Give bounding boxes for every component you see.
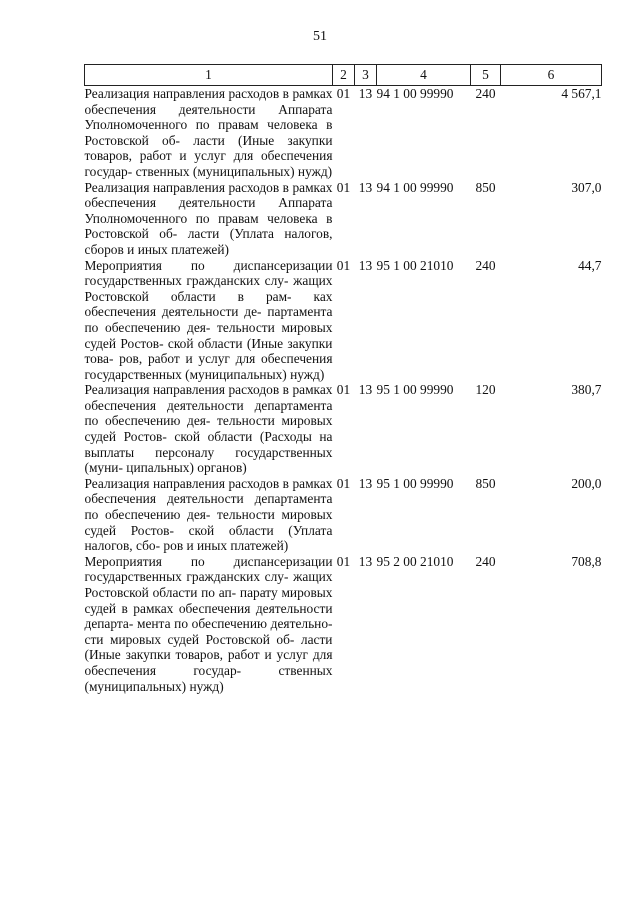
description-line: ской области (Иные закупки това- <box>84 335 333 367</box>
row-subsection-code: 13 <box>358 382 373 398</box>
row-section-code: 01 <box>336 257 351 273</box>
description-line: правам человека в Ростовской об- <box>84 210 333 242</box>
header-col-5: 5 <box>471 65 501 86</box>
row-amount: 4 567,1 <box>561 86 602 101</box>
description-line: Реализация направления расходов в <box>84 179 289 195</box>
description-line: тельности мировых судей Ростов- <box>84 413 333 445</box>
table-row <box>85 258 602 383</box>
table-row <box>85 476 602 554</box>
description-line: государственных (муниципальных) <box>84 366 287 382</box>
description-line: ласти (Иные закупки товаров, работ <box>84 631 333 663</box>
row-target-article-code: 95 1 00 99990 <box>376 475 454 491</box>
description-line: рамках обеспечения деятельности <box>84 382 333 413</box>
page-number: 51 <box>313 29 327 44</box>
table-row <box>85 86 602 180</box>
description-line: и услуг для обеспечения государ- <box>84 647 333 678</box>
row-description <box>85 258 333 383</box>
row-target-article-code: 94 1 00 99990 <box>376 86 454 101</box>
row-target-article-code: 94 1 00 99990 <box>376 179 454 195</box>
row-description <box>85 86 333 180</box>
description-line: Реализация направления расходов в <box>84 382 289 398</box>
table-row <box>85 180 602 258</box>
table-row <box>85 382 602 476</box>
row-section-code: 01 <box>336 179 351 195</box>
table-header-row <box>85 65 602 86</box>
row-amount: 307,0 <box>571 179 602 195</box>
row-target-article-code: 95 1 00 99990 <box>376 382 454 398</box>
header-col-1: 1 <box>85 65 333 86</box>
description-line: ской области (Уплата налогов, сбо- <box>84 522 333 554</box>
row-amount: 200,0 <box>571 475 602 491</box>
description-line: ципальных) органов) <box>126 460 247 476</box>
table-body <box>85 86 602 695</box>
description-line: жащих Ростовской области в рам- <box>84 273 333 304</box>
description-line: Мероприятия по диспансеризации <box>84 257 333 273</box>
row-section-code: 01 <box>336 86 351 101</box>
description-line: сти мировых судей Ростовской об- <box>84 631 295 647</box>
description-line: правам человека в Ростовской об- <box>84 117 333 148</box>
table-row <box>85 554 602 694</box>
description-line: государственных гражданских слу- <box>84 273 289 289</box>
row-expense-type-code: 850 <box>475 179 496 195</box>
description-line: мента по обеспечению деятельно- <box>136 616 333 632</box>
row-section-code: 01 <box>336 382 351 398</box>
header-col-3: 3 <box>355 65 377 86</box>
header-col-6: 6 <box>501 65 602 86</box>
budget-table <box>84 64 602 694</box>
description-line: жащих Ростовской области по ап- <box>84 569 333 600</box>
description-line: Реализация направления расходов в <box>84 475 289 491</box>
row-amount: 380,7 <box>571 382 602 398</box>
description-line: Аппарата Уполномоченного по <box>84 101 333 133</box>
description-line: партамента по обеспечению дея- <box>84 304 333 335</box>
row-description <box>85 554 333 694</box>
description-line: ласти (Иные закупки товаров, работ <box>84 132 333 164</box>
header-col-4: 4 <box>377 65 471 86</box>
description-line: ров, работ и услуг для обеспечения <box>119 351 333 367</box>
description-line: рамках обеспечения деятельности <box>84 179 333 211</box>
row-amount: 708,8 <box>571 553 602 569</box>
description-line: ской области (Расходы на выплаты <box>84 429 333 460</box>
header-col-2: 2 <box>333 65 355 86</box>
row-expense-type-code: 240 <box>475 257 496 273</box>
row-subsection-code: 13 <box>358 86 373 101</box>
description-line: ров и иных платежей) <box>163 538 289 554</box>
description-line: Реализация направления расходов в <box>84 86 289 101</box>
description-line: Аппарата Уполномоченного по <box>84 195 333 226</box>
row-expense-type-code: 120 <box>475 382 496 398</box>
description-line: рамках обеспечения деятельности <box>84 475 333 507</box>
row-amount: 44,7 <box>578 257 602 273</box>
description-line: и услуг для обеспечения государ- <box>84 148 333 179</box>
row-expense-type-code: 240 <box>475 553 496 569</box>
description-line: ственных (муниципальных) нужд) <box>135 163 333 179</box>
description-line: нужд) <box>290 366 325 382</box>
row-expense-type-code: 850 <box>475 475 496 491</box>
description-line: ках обеспечения деятельности де- <box>84 288 333 320</box>
description-line: парату мировых судей в рамках <box>84 585 333 616</box>
row-section-code: 01 <box>336 475 351 491</box>
row-subsection-code: 13 <box>358 257 373 273</box>
description-line: тельности мировых судей Ростов- <box>84 507 333 538</box>
description-line: персоналу государственных (муни- <box>84 444 333 476</box>
row-description <box>85 382 333 476</box>
row-expense-type-code: 240 <box>475 86 496 101</box>
description-line: рамках обеспечения деятельности <box>84 86 333 117</box>
row-description <box>85 180 333 258</box>
row-target-article-code: 95 2 00 21010 <box>376 553 454 569</box>
row-target-article-code: 95 1 00 21010 <box>376 257 454 273</box>
description-line: ственных (муниципальных) нужд) <box>84 662 333 694</box>
row-subsection-code: 13 <box>358 179 373 195</box>
description-line: тельности мировых судей Ростов- <box>84 319 333 351</box>
description-line: иных платежей) <box>137 241 229 257</box>
description-line: государственных гражданских слу- <box>84 569 289 585</box>
row-subsection-code: 13 <box>358 475 373 491</box>
row-section-code: 01 <box>336 553 351 569</box>
row-description <box>85 476 333 554</box>
description-line: департамента по обеспечению дея- <box>84 397 333 429</box>
description-line: департамента по обеспечению дея- <box>84 491 333 523</box>
description-line: Мероприятия по диспансеризации <box>84 553 333 569</box>
row-subsection-code: 13 <box>358 553 373 569</box>
description-line: обеспечения деятельности департа- <box>84 600 333 632</box>
description-line: ласти (Уплата налогов, сборов и <box>84 226 333 257</box>
